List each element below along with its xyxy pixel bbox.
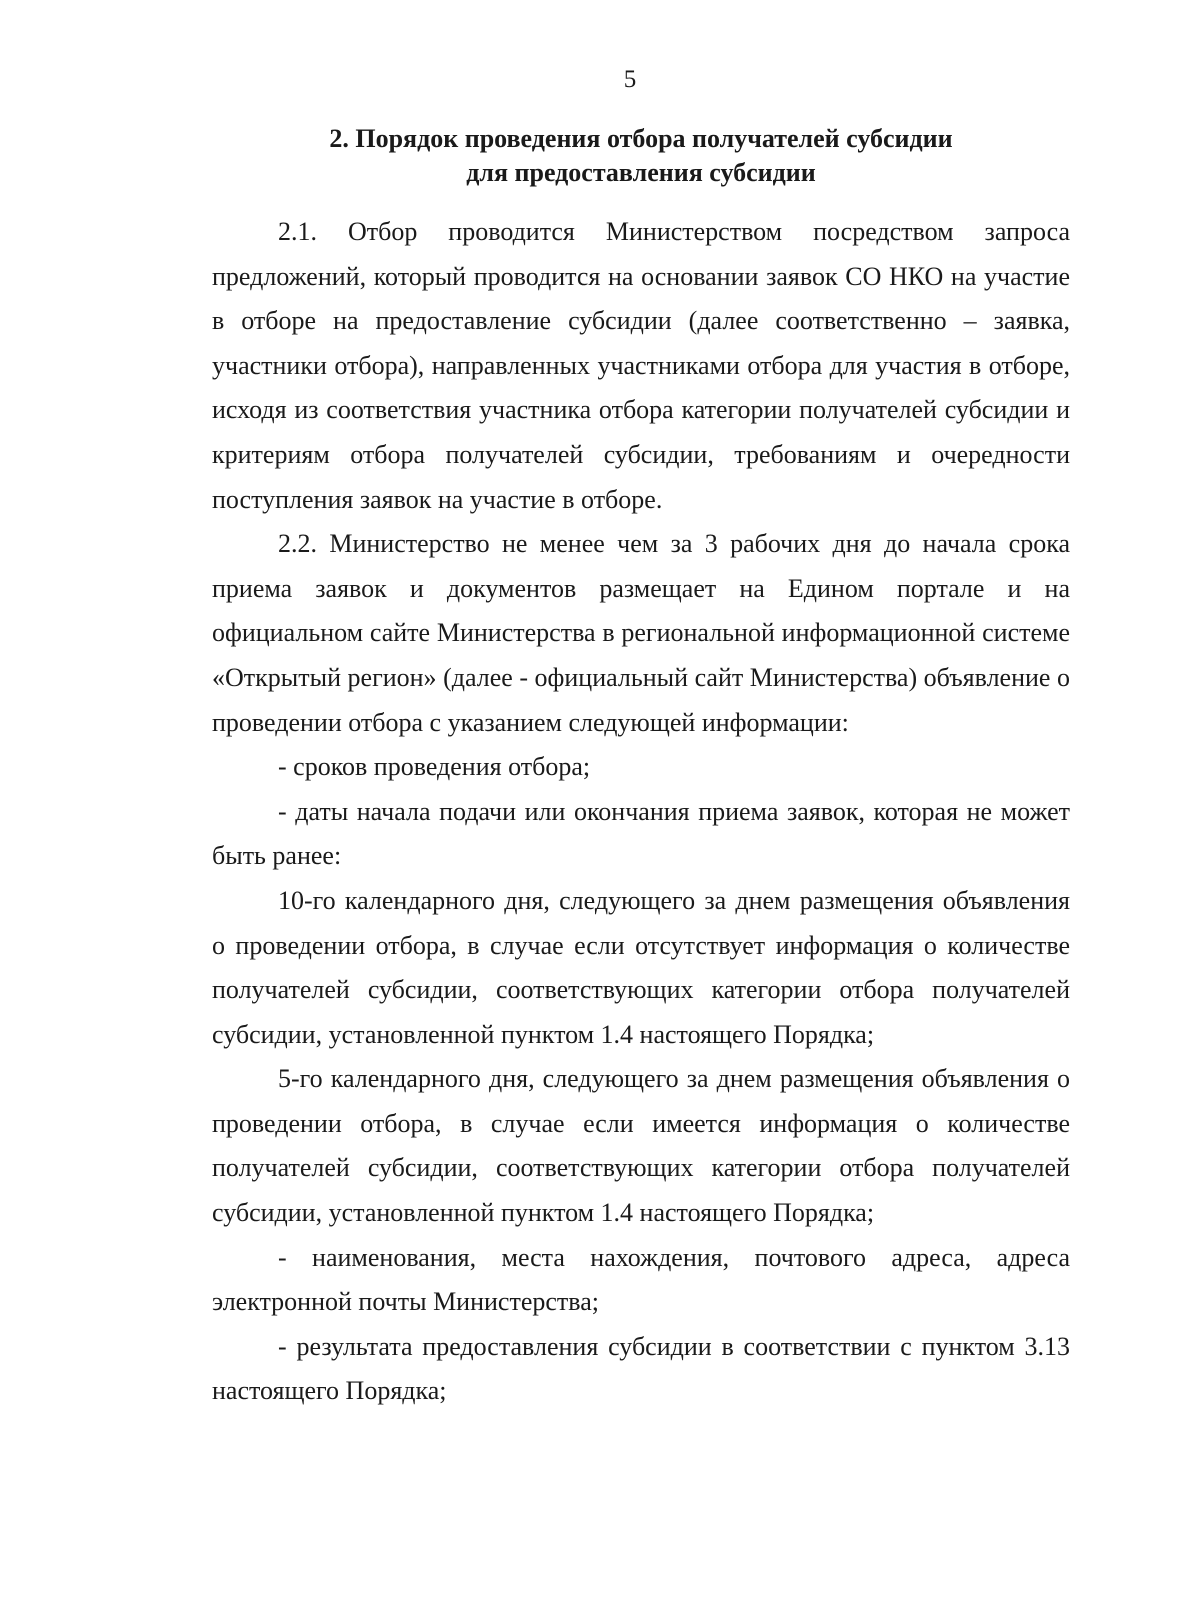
document-body — [212, 210, 1070, 1414]
section-heading-line-1: 2. Порядок проведения отбора получателей субсидии — [329, 124, 953, 153]
list-item-name-address: - наименования, места нахождения, почтового адреса, адреса электронной почты Министерства; — [212, 1242, 1070, 1317]
page-number: 5 — [623, 66, 637, 93]
list-item-dates: - даты начала подачи или окончания приема заявок, которая не может быть ранее: — [212, 796, 1070, 871]
section-heading-line-2: для предоставления субсидии — [466, 158, 816, 187]
paragraph-10th-day: 10-го календарного дня, следующего за днем размещения объявления о проведении отбора, в случае если отсутствует информация о количестве получателей субсидии, соответствующих категории отбора получателей субсидии, установленной пунктом 1.4 настоящего Порядка; — [212, 885, 1070, 1049]
list-item-result: - результата предоставления субсидии в соответствии с пунктом 3.13 настоящего Порядка; — [212, 1331, 1070, 1406]
paragraph-2-2: 2.2. Министерство не менее чем за 3 рабочих дня до начала срока приема заявок и документов размещает на Едином портале и на официальном сайте Министерства в региональной информационной системе «Открытый регион» (далее - официальный сайт Министерства) объявление о проведении отбора с указанием следующей информации: — [212, 529, 1070, 737]
section-heading — [212, 122, 1070, 190]
list-item-terms: - сроков проведения отбора; — [278, 752, 591, 782]
paragraph-5th-day: 5-го календарного дня, следующего за днем размещения объявления о проведении отбора, в случае если имеется информация о количестве получателей субсидии, соответствующих категории отбора получателей субсидии, установленной пунктом 1.4 настоящего Порядка; — [212, 1064, 1070, 1228]
paragraph-2-1: 2.1. Отбор проводится Министерством посредством запроса предложений, который проводится на основании заявок СО НКО на участие в отборе на предоставление субсидии (далее соответственно – заявка, участники отбора), направленных участниками отбора для участия в отборе, исходя из соответствия участника отбора категории получателей субсидии и критериям отбора получателей субсидии, требованиям и очередности поступления заявок на участие в отборе. — [212, 217, 1070, 514]
